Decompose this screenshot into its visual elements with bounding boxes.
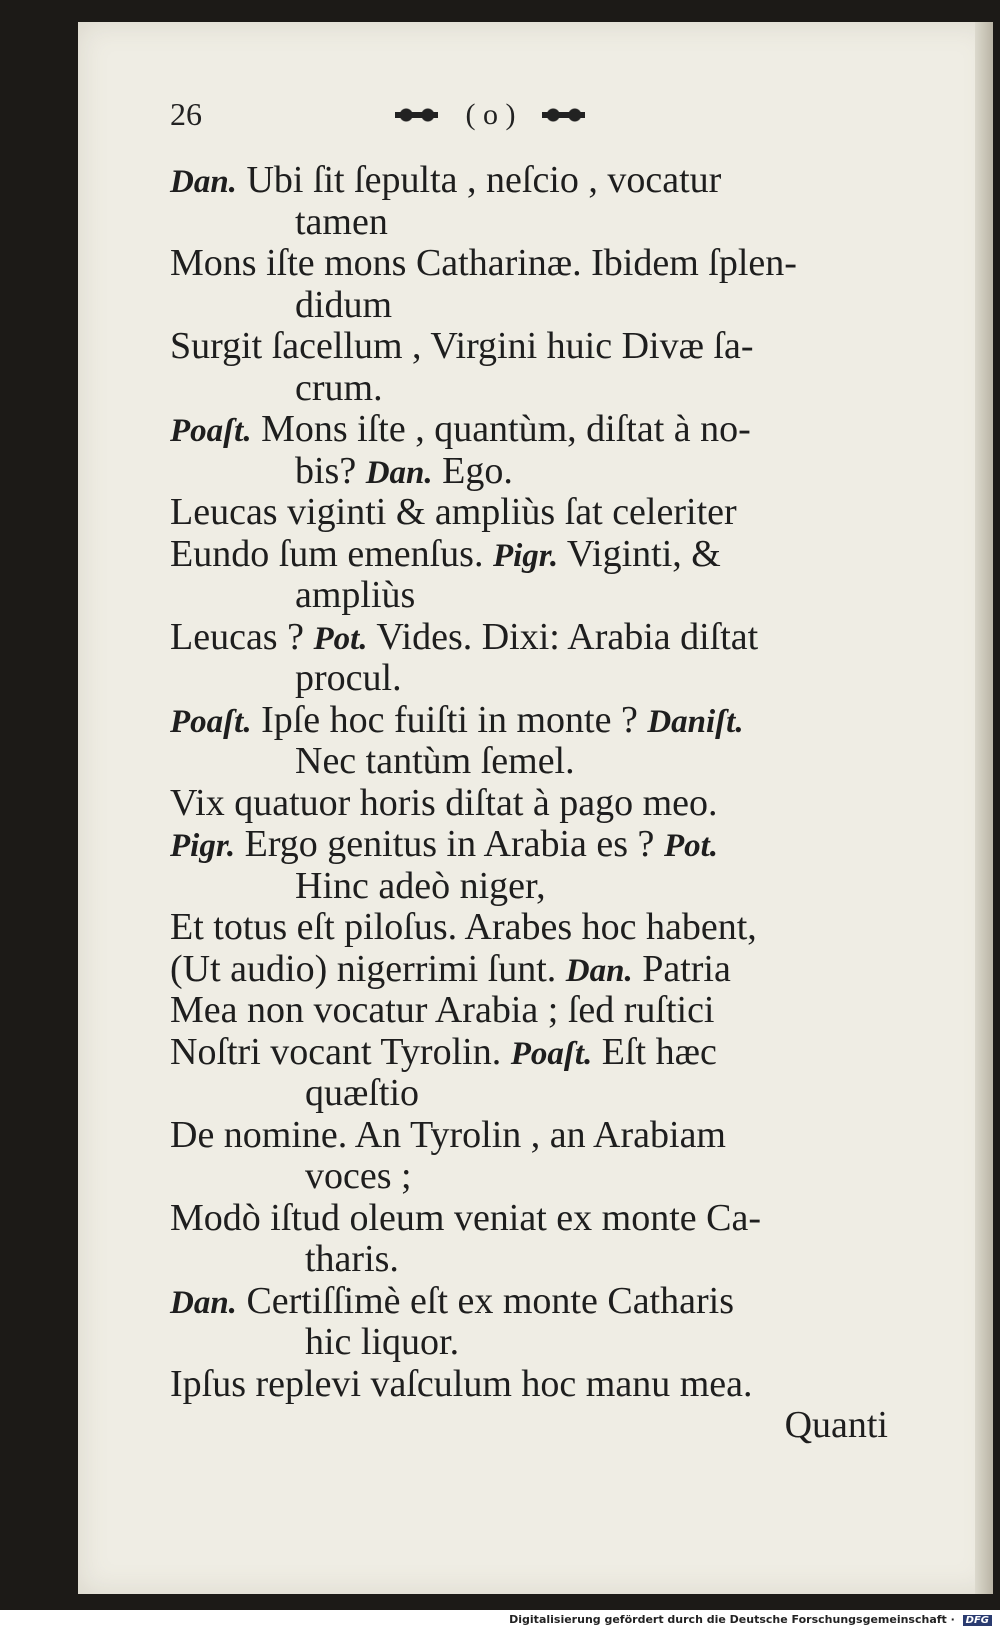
speaker-label: Pot. [663,828,719,864]
verse-line [170,451,930,493]
line-text: crum. [295,366,383,409]
speaker-label: Dan. [565,952,633,989]
line-text: (Ut audio) nigerrimi ſunt. [170,947,566,990]
verse-line [170,824,930,866]
line-text: Mea non vocatur Arabia ; ſed ruſtici [170,989,715,1031]
verse-line [170,700,930,742]
verse-line [170,949,930,991]
line-text: didum [295,283,393,326]
verse-line [170,492,930,534]
header-ornament [390,96,591,132]
line-text: tharis. [305,1238,399,1280]
catchword: Quanti [784,1404,888,1446]
page-header [170,88,730,148]
line-text: tamen [295,200,388,243]
footer-credit [509,1613,992,1626]
line-text: hic liquor. [305,1321,460,1363]
line-text: Nec tantùm ſemel. [295,740,575,782]
line-text: Ipſe hoc fuiſti in monte ? [251,698,648,741]
line-text: voces ; [305,1155,412,1197]
speaker-label: Pigr. [492,537,559,574]
verse-line [170,1364,930,1406]
line-text: Mons iſte , quantùm, diſtat à no- [251,408,751,450]
line-text: Leucas viginti & ampliùs ſat celeriter [170,491,737,533]
speaker-label: Pot. [313,620,368,657]
line-text: Mons iſte mons Catharinæ. Ibidem ſplen- [170,242,797,284]
verse-line [170,285,930,327]
verse-line [170,534,930,576]
speaker-label: Dan. [365,454,433,491]
ornament-right-icon [537,102,591,128]
line-text: Et totus eſt piloſus. Arabes hoc habent, [170,906,757,948]
verse-line [170,658,930,700]
ornament-center: ( o ) [465,98,516,132]
verse-line [170,326,930,368]
line-text: Certiſſimè eſt ex monte Catharis [236,1279,734,1322]
verse-line [170,1198,930,1240]
line-text: Ipſus replevi vaſculum hoc manu mea. [170,1362,753,1405]
speaker-label: Poaſt. [170,703,252,740]
line-text: Vides. Dixi: Arabia diſtat [367,615,759,658]
speaker-label: Poaſt. [170,413,252,449]
verse-line [170,575,930,617]
speaker-label: Dan. [170,1284,237,1321]
verse-line [170,1239,930,1281]
verse-line [170,1073,930,1115]
speaker-label: Dan. [170,164,237,200]
verse-line [170,1156,930,1198]
page-edge [975,22,993,1594]
line-text: Ergo genitus in Arabia es ? [235,823,664,865]
line-text: quæſtio [305,1072,420,1114]
line-text: Eundo ſum emenſus. [170,532,493,575]
line-text: bis? [295,449,366,492]
verse-line [170,160,930,202]
speaker-label: Daniſt. [647,703,744,740]
line-text: ampliùs [295,574,416,616]
verse-line [170,1322,930,1364]
verse-line [170,409,930,451]
verse-line [170,1115,930,1157]
verse-line [170,617,930,659]
verse-line [170,990,930,1032]
line-text: Patria [632,947,731,990]
ornament-left-icon [390,102,444,128]
verse-line [170,1032,930,1074]
line-text: Vix quatuor horis diſtat à pago meo. [170,781,718,824]
line-text: Ego. [432,449,513,492]
line-text: De nomine. An Tyrolin , an Arabiam [170,1113,726,1156]
verse-line [170,368,930,410]
verse-text [170,160,930,1447]
footer-credit-text: Digitalisierung gefördert durch die Deutsche Forschungsgemeinschaft · [509,1613,955,1626]
line-text: Surgit ſacellum , Virgini huic Divæ ſa- [170,325,754,367]
verse-line [170,866,930,908]
line-text: Hinc adeò niger, [295,864,546,907]
line-text: procul. [295,657,402,699]
line-text: Eſt hæc [592,1030,717,1073]
verse-line [170,243,930,285]
line-text: Noſtri vocant Tyrolin. [170,1030,511,1073]
verse-line [170,741,930,783]
verse-line [170,202,930,244]
page-number: 26 [170,96,202,132]
line-text: Ubi ſit ſepulta , neſcio , vocatur [236,159,722,201]
speaker-label: Poaſt. [510,1035,593,1072]
dfg-logo-icon: DFG [963,1615,992,1626]
line-text: Viginti, & [558,532,721,575]
verse-line [170,783,930,825]
verse-line [170,1281,930,1323]
line-text: Modò iſtud oleum veniat ex monte Ca- [170,1196,762,1239]
line-text: Leucas ? [170,615,314,658]
verse-line [170,907,930,949]
speaker-label: Pigr. [170,828,236,864]
